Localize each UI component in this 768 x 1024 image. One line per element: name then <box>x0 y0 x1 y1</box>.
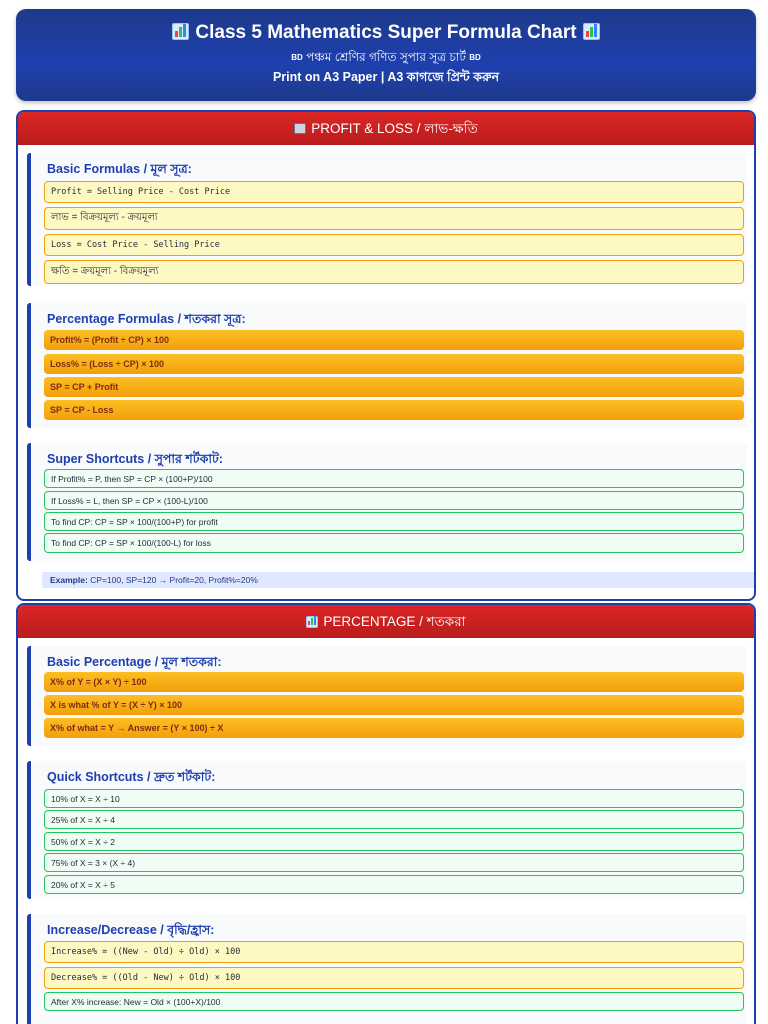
chart-header <box>16 9 756 101</box>
flag-label: BD <box>291 53 303 62</box>
card-title: Increase/Decrease / বৃদ্ধি/হ্রাস: <box>47 923 215 937</box>
example-label: Example: <box>50 575 88 585</box>
card-title: Quick Shortcuts / দ্রুত শর্টকাট: <box>47 770 216 784</box>
bar-chart-icon <box>172 23 189 40</box>
formula-box: Profit% = (Profit ÷ CP) × 100 <box>44 330 744 350</box>
section-title: PERCENTAGE / শতকরা <box>323 614 466 629</box>
flag-label: BD <box>469 53 481 62</box>
formula-box: SP = CP + Profit <box>44 377 744 397</box>
formula-box: X is what % of Y = (X ÷ Y) × 100 <box>44 695 744 715</box>
formula-box: Loss = Cost Price - Selling Price <box>44 234 744 256</box>
card-quick-shortcuts <box>27 761 747 899</box>
shortcut-box: If Loss% = L, then SP = CP × (100-L)/100 <box>44 491 744 510</box>
formula-box: Increase% = ((New - Old) ÷ Old) × 100 <box>44 941 744 963</box>
formula-box: X% of what = Y → Answer = (Y × 100) ÷ X <box>44 718 744 738</box>
formula-box: SP = CP - Loss <box>44 400 744 420</box>
shortcut-box: After X% increase: New = Old × (100+X)/100 <box>44 992 744 1011</box>
card-basic-formulas <box>27 153 747 286</box>
card-title: Super Shortcuts / সুপার শর্টকাট: <box>47 452 223 466</box>
section-percentage <box>16 603 756 1024</box>
formula-box: লাভ = বিক্রয়মূল্য - ক্রয়মূল্য <box>44 207 744 230</box>
card-basic-percentage <box>27 646 747 746</box>
formula-box: X% of Y = (X × Y) ÷ 100 <box>44 672 744 692</box>
cash-register-icon <box>294 123 306 134</box>
card-title: Basic Formulas / মূল সূত্র: <box>47 162 192 176</box>
shortcut-box: 10% of X = X ÷ 10 <box>44 789 744 808</box>
page-subtitle: পঞ্চম শ্রেণির গণিত সুপার সূত্র চার্ট <box>306 50 466 64</box>
shortcut-box: 20% of X = X ÷ 5 <box>44 875 744 894</box>
formula-box: Decrease% = ((Old - New) ÷ Old) × 100 <box>44 967 744 989</box>
section-title: PROFIT & LOSS / লাভ-ক্ষতি <box>311 121 478 136</box>
bar-chart-icon <box>583 23 600 40</box>
example-note <box>42 572 756 588</box>
card-title: Basic Percentage / মূল শতকরা: <box>47 655 222 669</box>
formula-box: ক্ষতি = ক্রয়মূল্য - বিক্রয়মূল্য <box>44 260 744 284</box>
card-increase-decrease <box>27 914 747 1024</box>
formula-box: Profit = Selling Price - Cost Price <box>44 181 744 203</box>
section-profit-loss <box>16 110 756 601</box>
card-title: Percentage Formulas / শতকরা সূত্র: <box>47 312 246 326</box>
shortcut-box: 25% of X = X ÷ 4 <box>44 810 744 829</box>
formula-box: Loss% = (Loss ÷ CP) × 100 <box>44 354 744 374</box>
shortcut-box: 75% of X = 3 × (X ÷ 4) <box>44 853 744 872</box>
shortcut-box: To find CP: CP = SP × 100/(100-L) for loss <box>44 533 744 553</box>
card-super-shortcuts <box>27 443 747 561</box>
example-text: CP=100, SP=120 → Profit=20, Profit%=20% <box>90 575 258 585</box>
print-note: Print on A3 Paper | A3 কাগজে প্রিন্ট করুন <box>272 70 500 84</box>
card-percentage-formulas <box>27 303 747 428</box>
page-title: Class 5 Mathematics Super Formula Chart <box>195 22 577 43</box>
shortcut-box: To find CP: CP = SP × 100/(100+P) for profit <box>44 512 744 531</box>
bar-chart-icon <box>306 616 318 628</box>
shortcut-box: 50% of X = X ÷ 2 <box>44 832 744 851</box>
shortcut-box: If Profit% = P, then SP = CP × (100+P)/100 <box>44 469 744 488</box>
